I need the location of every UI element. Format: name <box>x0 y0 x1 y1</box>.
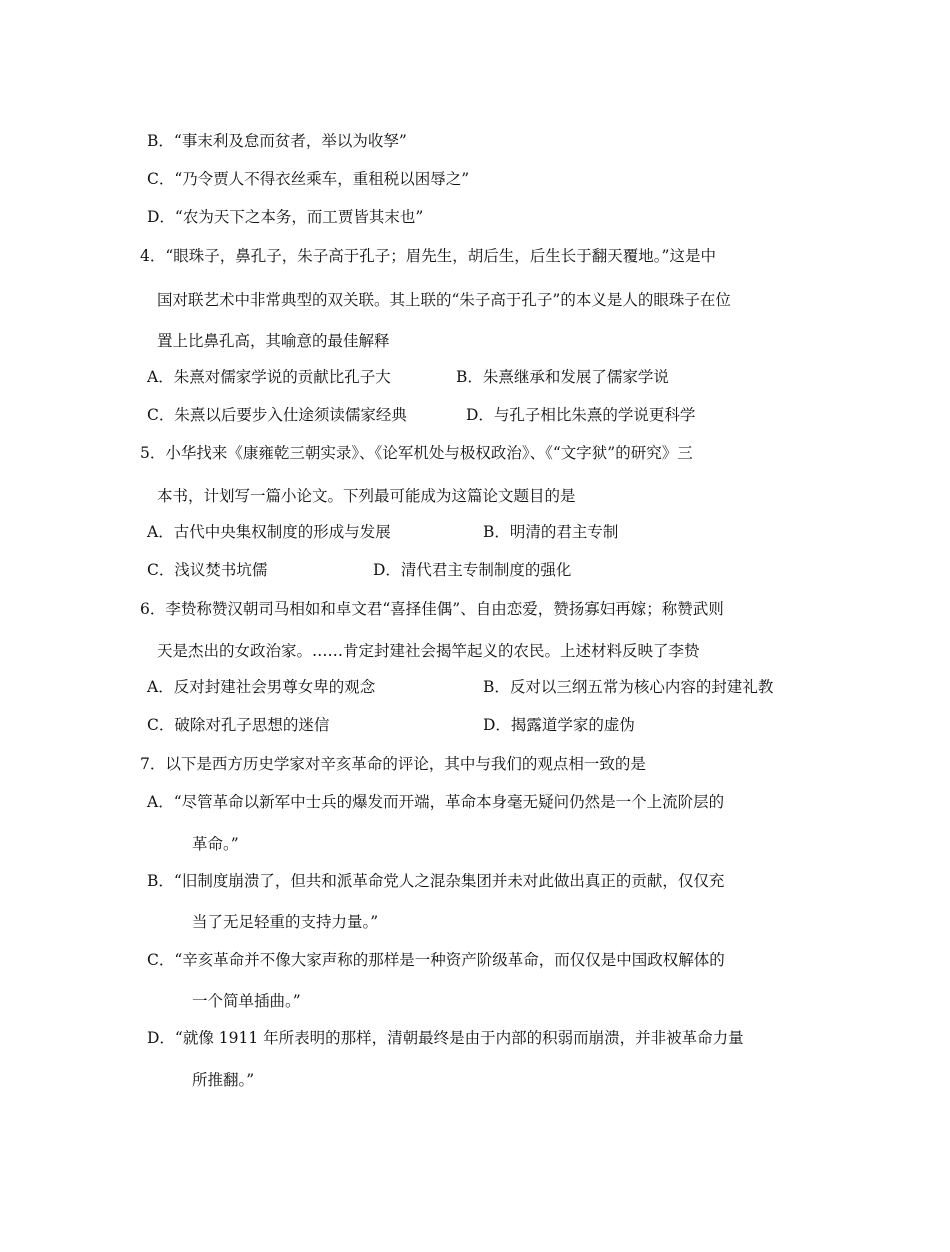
q5-option-a: A．古代中央集权制度的形成与发展 <box>147 523 391 541</box>
q4-option-d: D．与孔子相比朱熹的学说更科学 <box>466 406 696 424</box>
q7-option-d-line-2: 所推翻。” <box>192 1071 255 1089</box>
q5-option-c: C．浅议焚书坑儒 <box>147 561 268 579</box>
q5-stem-line-1: 5．小华找来《康雍乾三朝实录》、《论军机处与极权政治》、《“文字狱”的研究》三 <box>140 444 693 462</box>
q6-option-a: A．反对封建社会男尊女卑的观念 <box>147 678 376 696</box>
q4-option-a: A．朱熹对儒家学说的贡献比孔子大 <box>147 368 391 386</box>
q6-option-b: B．反对以三纲五常为核心内容的封建礼教 <box>483 678 774 696</box>
q7-option-c-line-1: C．“辛亥革命并不像大家声称的那样是一种资产阶级革命，而仅仅是中国政权解体的 <box>147 951 725 969</box>
q7-option-c-line-2: 一个简单插曲。” <box>192 992 301 1010</box>
q4-stem-line-2: 国对联艺术中非常典型的双关联。其上联的“朱子高于孔子”的本义是人的眼珠子在位 <box>157 291 731 309</box>
q3-option-b: B．“事末利及怠而贫者，举以为收孥” <box>147 132 407 150</box>
q4-option-c: C．朱熹以后要步入仕途须读儒家经典 <box>147 406 407 424</box>
q4-option-b: B．朱熹继承和发展了儒家学说 <box>456 368 669 386</box>
q5-option-b: B．明清的君主专制 <box>483 523 619 541</box>
q7-option-b-line-1: B．“旧制度崩溃了，但共和派革命党人之混杂集团并未对此做出真正的贡献，仅仅充 <box>147 872 725 890</box>
q6-stem-line-2: 天是杰出的女政治家。……肯定封建社会揭竿起义的农民。上述材料反映了李贽 <box>157 642 700 660</box>
q6-option-d: D．揭露道学家的虚伪 <box>483 716 635 734</box>
q7-option-d-line-1: D．“就像 1911 年所表明的那样，清朝最终是由于内部的积弱而崩溃，并非被革命力量 <box>147 1029 744 1047</box>
q6-option-c: C．破除对孔子思想的迷信 <box>147 716 330 734</box>
q7-stem: 7．以下是西方历史学家对辛亥革命的评论，其中与我们的观点相一致的是 <box>140 755 646 773</box>
q7-option-a-line-1: A．“尽管革命以新军中士兵的爆发而开端，革命本身毫无疑问仍然是一个上流阶层的 <box>147 793 725 811</box>
q7-option-a-line-2: 革命。” <box>192 835 239 853</box>
q4-stem-line-1: 4．“眼珠子，鼻孔子，朱子高于孔子；眉先生，胡后生，后生长于翻天覆地。”这是中 <box>140 247 716 265</box>
q3-option-d: D．“农为天下之本务，而工贾皆其末也” <box>147 208 424 226</box>
q5-option-d: D．清代君主专制制度的强化 <box>373 561 572 579</box>
q7-option-b-line-2: 当了无足轻重的支持力量。” <box>192 913 379 931</box>
q6-stem-line-1: 6．李贽称赞汉朝司马相如和卓文君“喜择佳偶”、自由恋爱，赞扬寡妇再嫁；称赞武则 <box>140 600 724 618</box>
q5-stem-line-2: 本书，计划写一篇小论文。下列最可能成为这篇论文题目的是 <box>157 487 576 505</box>
q4-stem-line-3: 置上比鼻孔高，其喻意的最佳解释 <box>157 332 390 350</box>
q3-option-c: C．“乃令贾人不得衣丝乘车，重租税以困辱之” <box>147 170 470 188</box>
